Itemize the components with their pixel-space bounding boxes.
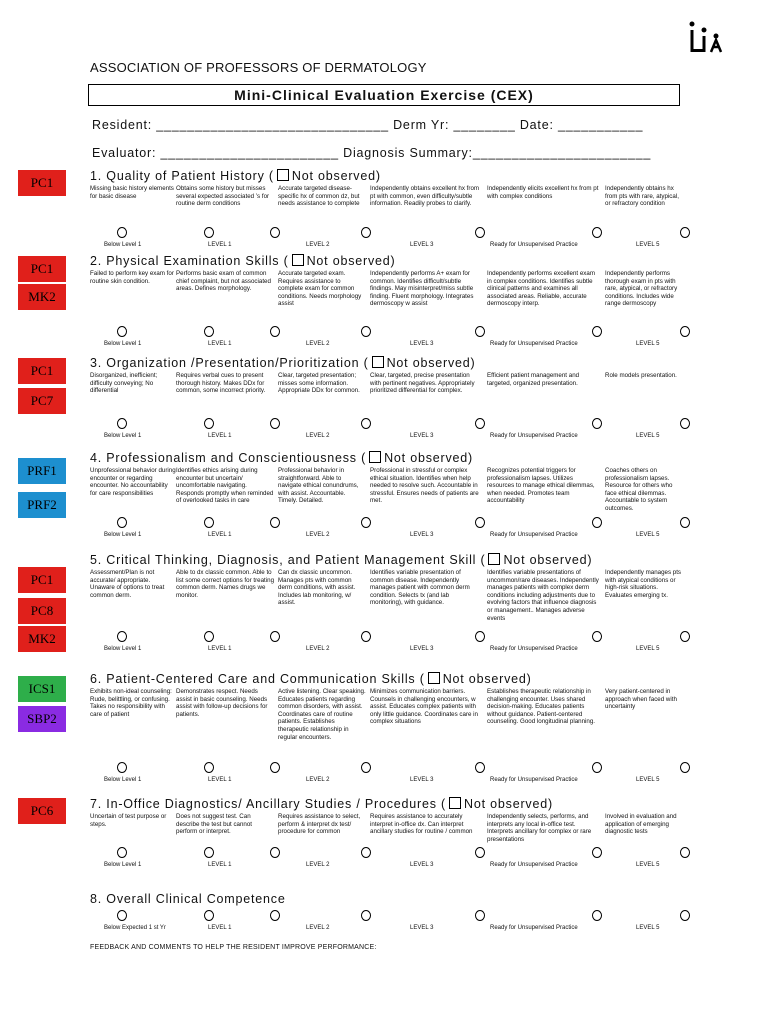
level-label-4: Ready for Unsupervised Practice	[490, 925, 578, 931]
section-title	[90, 450, 690, 466]
evaluation-section-3	[90, 355, 690, 442]
level-label-1: LEVEL 1	[208, 777, 232, 783]
not-observed-label: Not observed)	[306, 254, 396, 268]
not-observed-label: Not observed)	[503, 553, 593, 567]
level-label-3: LEVEL 3	[410, 777, 434, 783]
rating-radio-1[interactable]	[204, 762, 214, 773]
evaluation-section-5	[90, 552, 690, 655]
level-label-0: Below Level 1	[104, 532, 142, 538]
rating-radio-6[interactable]	[680, 517, 690, 528]
rating-radio-2[interactable]	[270, 326, 280, 337]
not-observed-label: Not observed)	[386, 356, 476, 370]
rating-radio-1[interactable]	[204, 418, 214, 429]
level-descriptor-0: Unprofessional behavior during encounter or regarding encounter. No accountability for care responsibilities	[90, 467, 176, 497]
evaluator-line[interactable]: Evaluator: _______________________ Diagnosis Summary:_______________________	[92, 146, 652, 160]
level-descriptor-3: Clear, targeted, precise presentation with pertinent negatives. Appropriately prioritized differential for complex.	[370, 372, 475, 395]
rating-radio-0[interactable]	[117, 517, 127, 528]
rating-radio-2[interactable]	[270, 631, 280, 642]
section-title-text: 8. Overall Clinical Competence	[90, 892, 286, 906]
evaluation-section-1	[90, 168, 690, 251]
level-label-2: LEVEL 2	[306, 777, 330, 783]
level-descriptor-4: Identifies variable presentations of uncommon/rare diseases. Independently manages patients with complex derm conditions including adjustments due to evolving factors that influence diagnosis or management.. Manages adverse events	[487, 569, 599, 622]
rating-radio-6[interactable]	[680, 326, 690, 337]
rating-radio-2[interactable]	[270, 418, 280, 429]
level-descriptor-4: Independently selects, performs, and interprets any local in-office test. Interprets ancillary for complex or rare presentations	[487, 813, 592, 843]
level-label-4: Ready for Unsupervised Practice	[490, 242, 578, 248]
not-observed-label: Not observed)	[464, 797, 553, 811]
rating-radio-4[interactable]	[475, 762, 485, 773]
level-label-4: Ready for Unsupervised Practice	[490, 433, 578, 439]
rating-radio-0[interactable]	[117, 326, 127, 337]
level-descriptor-3: Professional in stressful or complex ethical situation. Identifies when help needed to resolve such. Accountable in stressful. Ensures needs of patients are met.	[370, 467, 479, 505]
section-title	[90, 253, 690, 269]
level-label-4: Ready for Unsupervised Practice	[490, 341, 578, 347]
rating-radio-3[interactable]	[361, 910, 371, 921]
rating-radio-0[interactable]	[117, 631, 127, 642]
level-label-4: Ready for Unsupervised Practice	[490, 532, 578, 538]
rating-radio-0[interactable]	[117, 847, 127, 858]
page-title: Mini-Clinical Evaluation Exercise (CEX)	[88, 84, 680, 106]
rating-radio-0[interactable]	[117, 910, 127, 921]
competency-tag-pc7: PC7	[18, 388, 66, 414]
rating-radio-0[interactable]	[117, 418, 127, 429]
organization-name: ASSOCIATION OF PROFESSORS OF DERMATOLOGY	[90, 60, 427, 75]
level-label-1: LEVEL 1	[208, 341, 232, 347]
level-label-1: LEVEL 1	[208, 862, 232, 868]
section-title-text: 1. Quality of Patient History (	[90, 169, 274, 183]
rating-radio-1[interactable]	[204, 910, 214, 921]
not-observed-label: Not observed)	[291, 169, 381, 183]
section-title	[90, 671, 690, 687]
level-descriptor-2: Professional behavior in straightforward. Able to navigate ethical conundrums, with assist. Accountable. Timely. Detailed.	[278, 467, 359, 505]
rating-radio-4[interactable]	[475, 910, 485, 921]
level-descriptor-3: Independently performs A+ exam for common. Identifies difficult/subtle findings. May misinterpret/miss subtle finding. Fluent morphology. Integrates dermoscopy w assist	[370, 270, 474, 308]
competency-tag-sbp2: SBP2	[18, 706, 66, 732]
level-descriptor-2: Can dx classic uncommon. Manages pts with common derm conditions, with assist. Includes lab monitoring, w/ assist.	[278, 569, 356, 607]
level-label-5: LEVEL 5	[636, 777, 660, 783]
competency-tag-pc1: PC1	[18, 256, 66, 282]
rating-radio-2[interactable]	[270, 762, 280, 773]
level-label-3: LEVEL 3	[410, 242, 434, 248]
level-label-5: LEVEL 5	[636, 433, 660, 439]
evaluation-section-2	[90, 253, 690, 350]
level-label-2: LEVEL 2	[306, 433, 330, 439]
rating-radio-2[interactable]	[270, 847, 280, 858]
level-descriptor-1: Requires verbal cues to present thorough history. Makes DDx for common, some incorrect priority.	[176, 372, 266, 395]
rating-radio-1[interactable]	[204, 227, 214, 238]
level-label-2: LEVEL 2	[306, 925, 330, 931]
level-label-2: LEVEL 2	[306, 646, 330, 652]
level-descriptor-0: Uncertain of test purpose or steps.	[90, 813, 167, 828]
level-label-5: LEVEL 5	[636, 341, 660, 347]
rating-radio-6[interactable]	[680, 762, 690, 773]
rating-radio-5[interactable]	[592, 910, 602, 921]
not-observed-checkbox[interactable]	[449, 797, 461, 809]
not-observed-label: Not observed)	[384, 451, 474, 465]
section-title	[90, 355, 690, 371]
rating-radio-2[interactable]	[270, 227, 280, 238]
level-descriptor-5: Coaches others on professionalism lapses. Resource for others who face ethical dilemmas. Accountable to system outcomes.	[605, 467, 673, 512]
level-label-5: LEVEL 5	[636, 242, 660, 248]
rating-radio-4[interactable]	[475, 847, 485, 858]
rating-radio-2[interactable]	[270, 517, 280, 528]
level-label-3: LEVEL 3	[410, 433, 434, 439]
level-descriptor-1: Identifies ethics arising during encounter but uncertain/ uncomfortable navigating. Responds promptly when reminded of overlooked tasks in care	[176, 467, 274, 505]
level-descriptor-4: Efficient patient management and targeted, organized presentation.	[487, 372, 580, 387]
level-label-5: LEVEL 5	[636, 646, 660, 652]
rating-radio-1[interactable]	[204, 631, 214, 642]
rating-radio-3[interactable]	[361, 847, 371, 858]
rating-radio-4[interactable]	[475, 227, 485, 238]
section-title-text: 5. Critical Thinking, Diagnosis, and Patient Management Skill (	[90, 553, 486, 567]
not-observed-checkbox[interactable]	[292, 254, 304, 266]
level-label-0: Below Level 1	[104, 242, 142, 248]
evaluation-section-6	[90, 671, 690, 786]
level-descriptor-4: Independently performs excellent exam in complex conditions. Identifies subtle clinical patterns and examines all associated areas. Reliable, accurate dermoscopy interp.	[487, 270, 595, 308]
rating-radio-0[interactable]	[117, 227, 127, 238]
evaluation-section-4	[90, 450, 690, 541]
level-descriptor-5: Independently performs thorough exam in pts with rare, atypical, or refractory conditions. Includes wide range dermoscopy	[605, 270, 678, 308]
rating-radio-4[interactable]	[475, 631, 485, 642]
rating-radio-1[interactable]	[204, 517, 214, 528]
rating-radio-1[interactable]	[204, 326, 214, 337]
level-label-5: LEVEL 5	[636, 532, 660, 538]
rating-radio-1[interactable]	[204, 847, 214, 858]
level-descriptor-2: Clear, targeted presentation; misses some information. Appropriate DDx for common.	[278, 372, 360, 395]
level-descriptor-0: Exhibits non-ideal counseling: Rude, belittling, or confusing. Takes no responsibility with care of patient	[90, 688, 172, 718]
level-descriptor-5: Independently manages pts with atypical conditions or high-risk situations. Evaluates emerging tx.	[605, 569, 682, 599]
level-label-3: LEVEL 3	[410, 925, 434, 931]
rating-radio-3[interactable]	[361, 227, 371, 238]
level-descriptor-2: Active listening. Clear speaking. Educates patients regarding common disorders, with assist. Coordinates care of routine patients. Establishes therapeutic relationship in regular encounters.	[278, 688, 366, 741]
resident-line[interactable]: Resident: ______________________________ Derm Yr: ________ Date: ___________	[92, 118, 644, 132]
competency-tag-ics1: ICS1	[18, 676, 66, 702]
competency-tag-pc6: PC6	[18, 798, 66, 824]
competency-tag-pc1: PC1	[18, 567, 66, 593]
level-descriptor-3: Requires assistance to accurately interpret in-office dx. Can interpret ancillary studies for routine / common	[370, 813, 473, 836]
not-observed-label: Not observed)	[442, 672, 532, 686]
rating-radio-3[interactable]	[361, 631, 371, 642]
rating-radio-3[interactable]	[361, 762, 371, 773]
section-title	[90, 891, 690, 907]
level-descriptor-4: Establishes therapeutic relationship in challenging encounter. Uses shared decision-making. Educates patients without guidance. Patient-centered counseling. Good longitudinal planning.	[487, 688, 596, 726]
section-title-text: 7. In-Office Diagnostics/ Ancillary Studies / Procedures (	[90, 797, 447, 811]
level-label-1: LEVEL 1	[208, 646, 232, 652]
rating-radio-5[interactable]	[592, 517, 602, 528]
level-label-3: LEVEL 3	[410, 341, 434, 347]
level-label-2: LEVEL 2	[306, 341, 330, 347]
level-descriptor-4: Independently elicits excellent hx from pt with complex conditions	[487, 185, 599, 200]
competency-tag-prf1: PRF1	[18, 458, 66, 484]
apd-logo-icon	[684, 18, 724, 58]
level-descriptor-0: Missing basic history elements for basic disease	[90, 185, 174, 200]
rating-radio-3[interactable]	[361, 326, 371, 337]
section-title-text: 3. Organization /Presentation/Prioritization (	[90, 356, 369, 370]
not-observed-checkbox[interactable]	[488, 553, 500, 565]
level-descriptor-5: Role models presentation.	[605, 372, 677, 379]
level-descriptor-3: Independently obtains excellent hx from pt with common, even difficulty/subtle information. Readily probes to clarify.	[370, 185, 480, 208]
section-title-text: 4. Professionalism and Conscientiousness (	[90, 451, 367, 465]
section-title-text: 2. Physical Examination Skills (	[90, 254, 289, 268]
rating-radio-0[interactable]	[117, 762, 127, 773]
level-descriptor-4: Recognizes potential triggers for professionalism lapses. Utilizes resources to manage ethical dilemmas, when needed. Promotes team accountability	[487, 467, 595, 505]
level-label-0: Below Level 1	[104, 341, 142, 347]
level-descriptor-1: Able to dx classic common. Able to list some correct options for treating common derm. Names drugs we monitor.	[176, 569, 275, 599]
level-descriptor-1: Obtains some history but misses several expected associated ’s for routine derm conditions	[176, 185, 270, 208]
level-label-4: Ready for Unsupervised Practice	[490, 777, 578, 783]
competency-tag-pc8: PC8	[18, 598, 66, 624]
section-title-text: 6. Patient-Centered Care and Communication Skills (	[90, 672, 425, 686]
competency-tag-pc1: PC1	[18, 170, 66, 196]
level-label-0: Below Level 1	[104, 646, 142, 652]
not-observed-checkbox[interactable]	[372, 356, 384, 368]
rating-radio-5[interactable]	[592, 631, 602, 642]
level-label-4: Ready for Unsupervised Practice	[490, 862, 578, 868]
rating-radio-6[interactable]	[680, 847, 690, 858]
level-label-2: LEVEL 2	[306, 862, 330, 868]
level-label-1: LEVEL 1	[208, 532, 232, 538]
rating-radio-6[interactable]	[680, 227, 690, 238]
rating-radio-3[interactable]	[361, 517, 371, 528]
rating-radio-4[interactable]	[475, 418, 485, 429]
level-label-2: LEVEL 2	[306, 242, 330, 248]
level-descriptor-1: Does not suggest test. Can describe the test but cannot perform or interpret.	[176, 813, 253, 836]
level-label-5: LEVEL 5	[636, 862, 660, 868]
level-label-0: Below Expected 1 st Yr	[104, 925, 166, 931]
level-label-0: Below Level 1	[104, 777, 142, 783]
level-descriptor-1: Performs basic exam of common chief complaint, but not associated areas. Defines morphology.	[176, 270, 271, 293]
level-descriptor-5: Independently obtains hx from pts with rare, atypical, or refractory condition	[605, 185, 679, 208]
level-descriptor-0: Assessment/Plan is not accurate/ appropriate. Unaware of options to treat common derm.	[90, 569, 165, 599]
level-label-2: LEVEL 2	[306, 532, 330, 538]
rating-radio-6[interactable]	[680, 910, 690, 921]
competency-tag-mk2: MK2	[18, 284, 66, 310]
level-label-3: LEVEL 3	[410, 532, 434, 538]
competency-tag-pc1: PC1	[18, 358, 66, 384]
rating-radio-6[interactable]	[680, 418, 690, 429]
level-descriptor-5: Very patient-centered in approach when faced with uncertainty	[605, 688, 677, 711]
level-label-1: LEVEL 1	[208, 433, 232, 439]
section-title	[90, 168, 690, 184]
rating-radio-6[interactable]	[680, 631, 690, 642]
evaluation-section-7	[90, 796, 690, 871]
level-label-5: LEVEL 5	[636, 925, 660, 931]
competency-tag-prf2: PRF2	[18, 492, 66, 518]
level-label-0: Below Level 1	[104, 862, 142, 868]
evaluation-section-8	[90, 891, 690, 934]
level-label-4: Ready for Unsupervised Practice	[490, 646, 578, 652]
section-title	[90, 552, 690, 568]
rating-radio-5[interactable]	[592, 847, 602, 858]
level-descriptor-3: Identifies variable presentation of common disease. Independently manages patient with common derm condition. Selects tx (and lab monitoring), with guidance.	[370, 569, 470, 607]
level-descriptor-2: Accurate targeted disease-specific hx of common dz, but needs assistance to complete	[278, 185, 360, 208]
level-descriptor-5: Involved in evaluation and application of emerging diagnostic tests	[605, 813, 677, 836]
level-label-3: LEVEL 3	[410, 862, 434, 868]
level-descriptor-2: Accurate targeted exam. Requires assistance to complete exam for common conditions. Needs morphology assist	[278, 270, 362, 308]
rating-radio-5[interactable]	[592, 227, 602, 238]
level-descriptor-1: Demonstrates respect. Needs assist in basic counseling. Needs assist with follow-up decisions for patients.	[176, 688, 268, 718]
level-descriptor-0: Failed to perform key exam for routine skin condition.	[90, 270, 174, 285]
rating-radio-5[interactable]	[592, 762, 602, 773]
rating-radio-5[interactable]	[592, 418, 602, 429]
not-observed-checkbox[interactable]	[428, 672, 440, 684]
rating-radio-2[interactable]	[270, 910, 280, 921]
rating-radio-5[interactable]	[592, 326, 602, 337]
feedback-heading: FEEDBACK AND COMMENTS TO HELP THE RESIDENT IMPROVE PERFORMANCE:	[90, 944, 377, 951]
not-observed-checkbox[interactable]	[369, 451, 381, 463]
competency-tag-mk2: MK2	[18, 626, 66, 652]
level-descriptor-0: Disorganized, inefficient; difficulty conveying; No differential	[90, 372, 158, 395]
level-label-1: LEVEL 1	[208, 242, 232, 248]
level-descriptor-2: Requires assistance to select, perform & interpret dx test/ procedure for common	[278, 813, 361, 836]
rating-radio-4[interactable]	[475, 326, 485, 337]
rating-radio-4[interactable]	[475, 517, 485, 528]
not-observed-checkbox[interactable]	[277, 169, 289, 181]
level-label-0: Below Level 1	[104, 433, 142, 439]
level-label-1: LEVEL 1	[208, 925, 232, 931]
rating-radio-3[interactable]	[361, 418, 371, 429]
level-label-3: LEVEL 3	[410, 646, 434, 652]
section-title	[90, 796, 690, 812]
level-descriptor-3: Minimizes communication barriers. Counsels in challenging encounters, w assist. Educates complex patients with only little guidance. Coordinates care in complex situations	[370, 688, 479, 726]
